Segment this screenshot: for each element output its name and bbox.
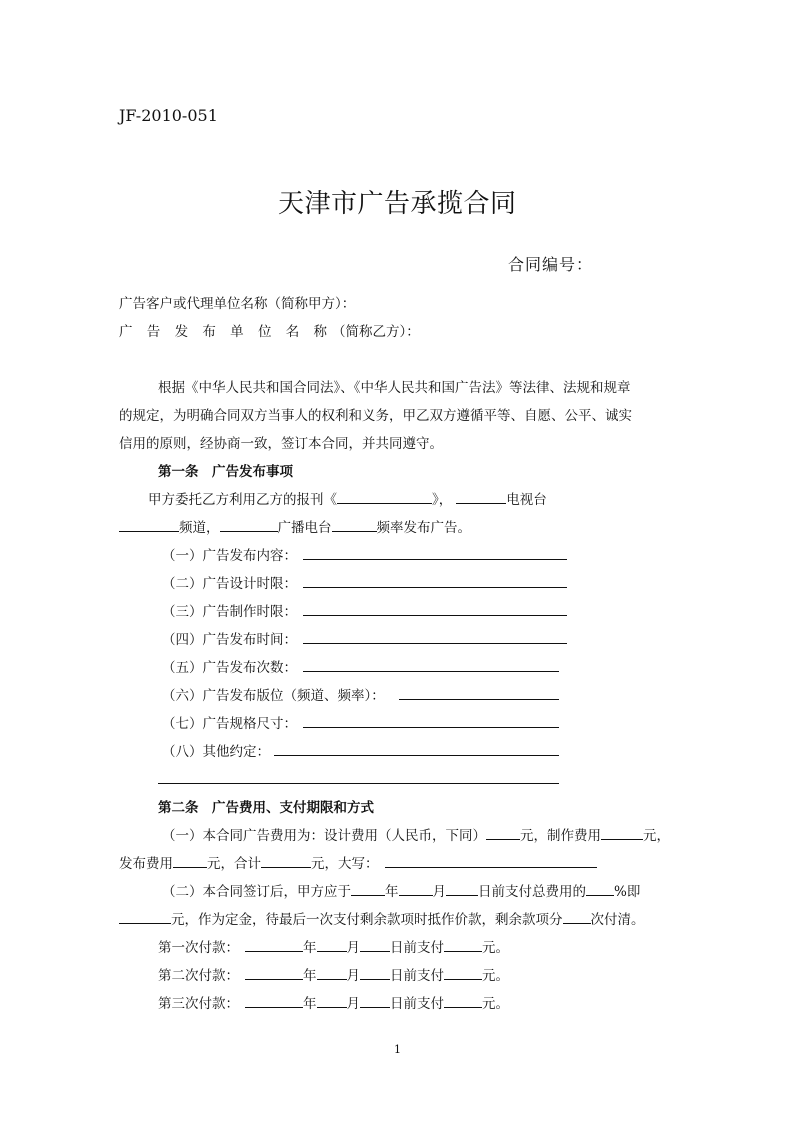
article1-line1-a: 甲方委托乙方利用乙方的报刊《 [148,492,337,508]
party-b-suffix: （简称乙方）： [332,324,420,340]
article2-p2-f: 元，作为定金，待最后一次支付剩余款项时抵作价款，剩余款项分 [171,912,563,928]
article1-line-1 [148,488,547,508]
item-1: （一）广告发布内容： [162,548,297,564]
item-5: （五）广告发布次数： [162,660,297,676]
article2-p2-line1 [162,880,640,900]
article2-p2-g: 次付清。 [590,912,645,928]
article2-heading: 第二条 广告费用、支付期限和方式 [158,800,374,816]
item-7-blank[interactable] [303,727,559,728]
preamble-line-2: 的规定，为明确合同双方当事人的权利和义务，甲乙双方遵循平等、自愿、公平、诚实 [119,408,632,424]
payment-amount-blank[interactable] [444,965,482,980]
article1-line2-a: 频道， [179,520,220,536]
total-in-words-blank[interactable] [385,853,597,868]
doc-code: JF-2010-051 [119,106,218,125]
article2-p2-b: 年 [385,884,399,900]
production-fee-blank[interactable] [601,825,643,840]
installment-count-blank[interactable] [563,909,591,924]
item-3: （三）广告制作时限： [162,604,297,620]
publish-fee-blank[interactable] [173,853,207,868]
payment-month-unit: 月 [346,940,360,956]
payment-year-blank[interactable] [245,965,303,980]
item-3-blank[interactable] [303,615,567,616]
item-4-blank[interactable] [303,643,567,644]
item-2: （二）广告设计时限： [162,576,297,592]
deposit-month-blank[interactable] [399,881,433,896]
item-2-blank[interactable] [303,587,567,588]
article2-p1-b: 元，制作费用 [520,828,601,844]
article1-line1-b: 》， [432,492,453,508]
page-title: 天津市广告承揽合同 [278,189,517,219]
payment-yuan-unit: 元。 [482,940,509,956]
payment-month-unit: 月 [346,996,360,1012]
payment-label: 第三次付款： [158,996,239,1012]
payment-row [158,964,509,984]
article2-p1-e: 元，合计 [207,856,261,872]
payment-day-blank[interactable] [360,965,390,980]
article2-p2-a: （二）本合同签订后，甲方应于 [162,884,351,900]
page-number: 1 [394,1043,401,1056]
article2-p1-a: （一）本合同广告费用为：设计费用（人民币，下同） [162,828,486,844]
article2-p1-f: 元，大写： [311,856,379,872]
tv-station-blank[interactable] [456,489,506,504]
article2-p2-line2 [119,908,645,928]
payment-yuan-unit: 元。 [482,968,509,984]
payment-month-blank[interactable] [317,937,347,952]
article2-p2-c: 月 [432,884,446,900]
payment-label: 第二次付款： [158,968,239,984]
payment-day-unit: 日前支付 [390,940,444,956]
item-4: （四）广告发布时间： [162,632,297,648]
article1-heading: 第一条 广告发布事项 [158,464,293,480]
payment-year-unit: 年 [303,940,317,956]
payment-day-blank[interactable] [360,937,390,952]
payment-month-blank[interactable] [317,965,347,980]
item-7: （七）广告规格尺寸： [162,716,297,732]
payment-year-unit: 年 [303,996,317,1012]
article1-line-2 [119,516,471,536]
payment-year-blank[interactable] [245,993,303,1008]
article2-p1-d: 发布费用 [119,856,173,872]
party-b-label [119,320,420,340]
payment-yuan-unit: 元。 [482,996,509,1012]
payment-amount-blank[interactable] [444,937,482,952]
article2-p2-d: 日前支付总费用的 [478,884,586,900]
deposit-year-blank[interactable] [351,881,385,896]
payment-year-blank[interactable] [245,937,303,952]
party-a-label: 广告客户或代理单位名称（简称甲方）： [119,296,356,312]
payment-amount-blank[interactable] [444,993,482,1008]
article1-line2-b: 广播电台 [277,520,332,536]
payment-label: 第一次付款： [158,940,239,956]
article1-line1-c: 电视台 [506,492,547,508]
deposit-amount-blank[interactable] [119,909,171,924]
article2-p1-line2 [119,852,597,872]
item-8: （八）其他约定： [162,744,270,760]
item-1-blank[interactable] [303,559,567,560]
article2-p1-c: 元， [643,828,670,844]
contract-no-label: 合同编号： [508,255,594,274]
newspaper-name-blank[interactable] [337,489,432,504]
payment-row [158,992,509,1012]
payment-day-unit: 日前支付 [390,968,444,984]
item-5-blank[interactable] [303,671,559,672]
item-6-blank[interactable] [399,699,559,700]
radio-station-blank[interactable] [220,517,278,532]
item-6: （六）广告发布版位（频道、频率）： [162,688,385,704]
payment-year-unit: 年 [303,968,317,984]
frequency-blank[interactable] [332,517,377,532]
article2-p1-line1 [162,824,670,844]
payment-month-unit: 月 [346,968,360,984]
payment-row [158,936,509,956]
article2-p2-e: %即 [614,884,641,900]
deposit-percent-blank[interactable] [586,881,614,896]
design-fee-blank[interactable] [486,825,520,840]
payment-day-unit: 日前支付 [390,996,444,1012]
item-8-blank[interactable] [274,755,559,756]
item-8-blank-line-2[interactable] [158,783,559,784]
payment-day-blank[interactable] [360,993,390,1008]
preamble-line-1: 根据《中华人民共和国合同法》、《中华人民共和国广告法》等法律、法规和规章 [158,380,631,396]
payment-month-blank[interactable] [317,993,347,1008]
preamble-line-3: 信用的原则，经协商一致，签订本合同，并共同遵守。 [119,436,443,452]
article1-line2-c: 频率发布广告。 [376,520,471,536]
party-b-name-label: 广 告 发 布 单 位 名 称 [119,324,333,340]
total-fee-blank[interactable] [261,853,311,868]
channel-blank[interactable] [119,517,179,532]
deposit-day-blank[interactable] [446,881,478,896]
